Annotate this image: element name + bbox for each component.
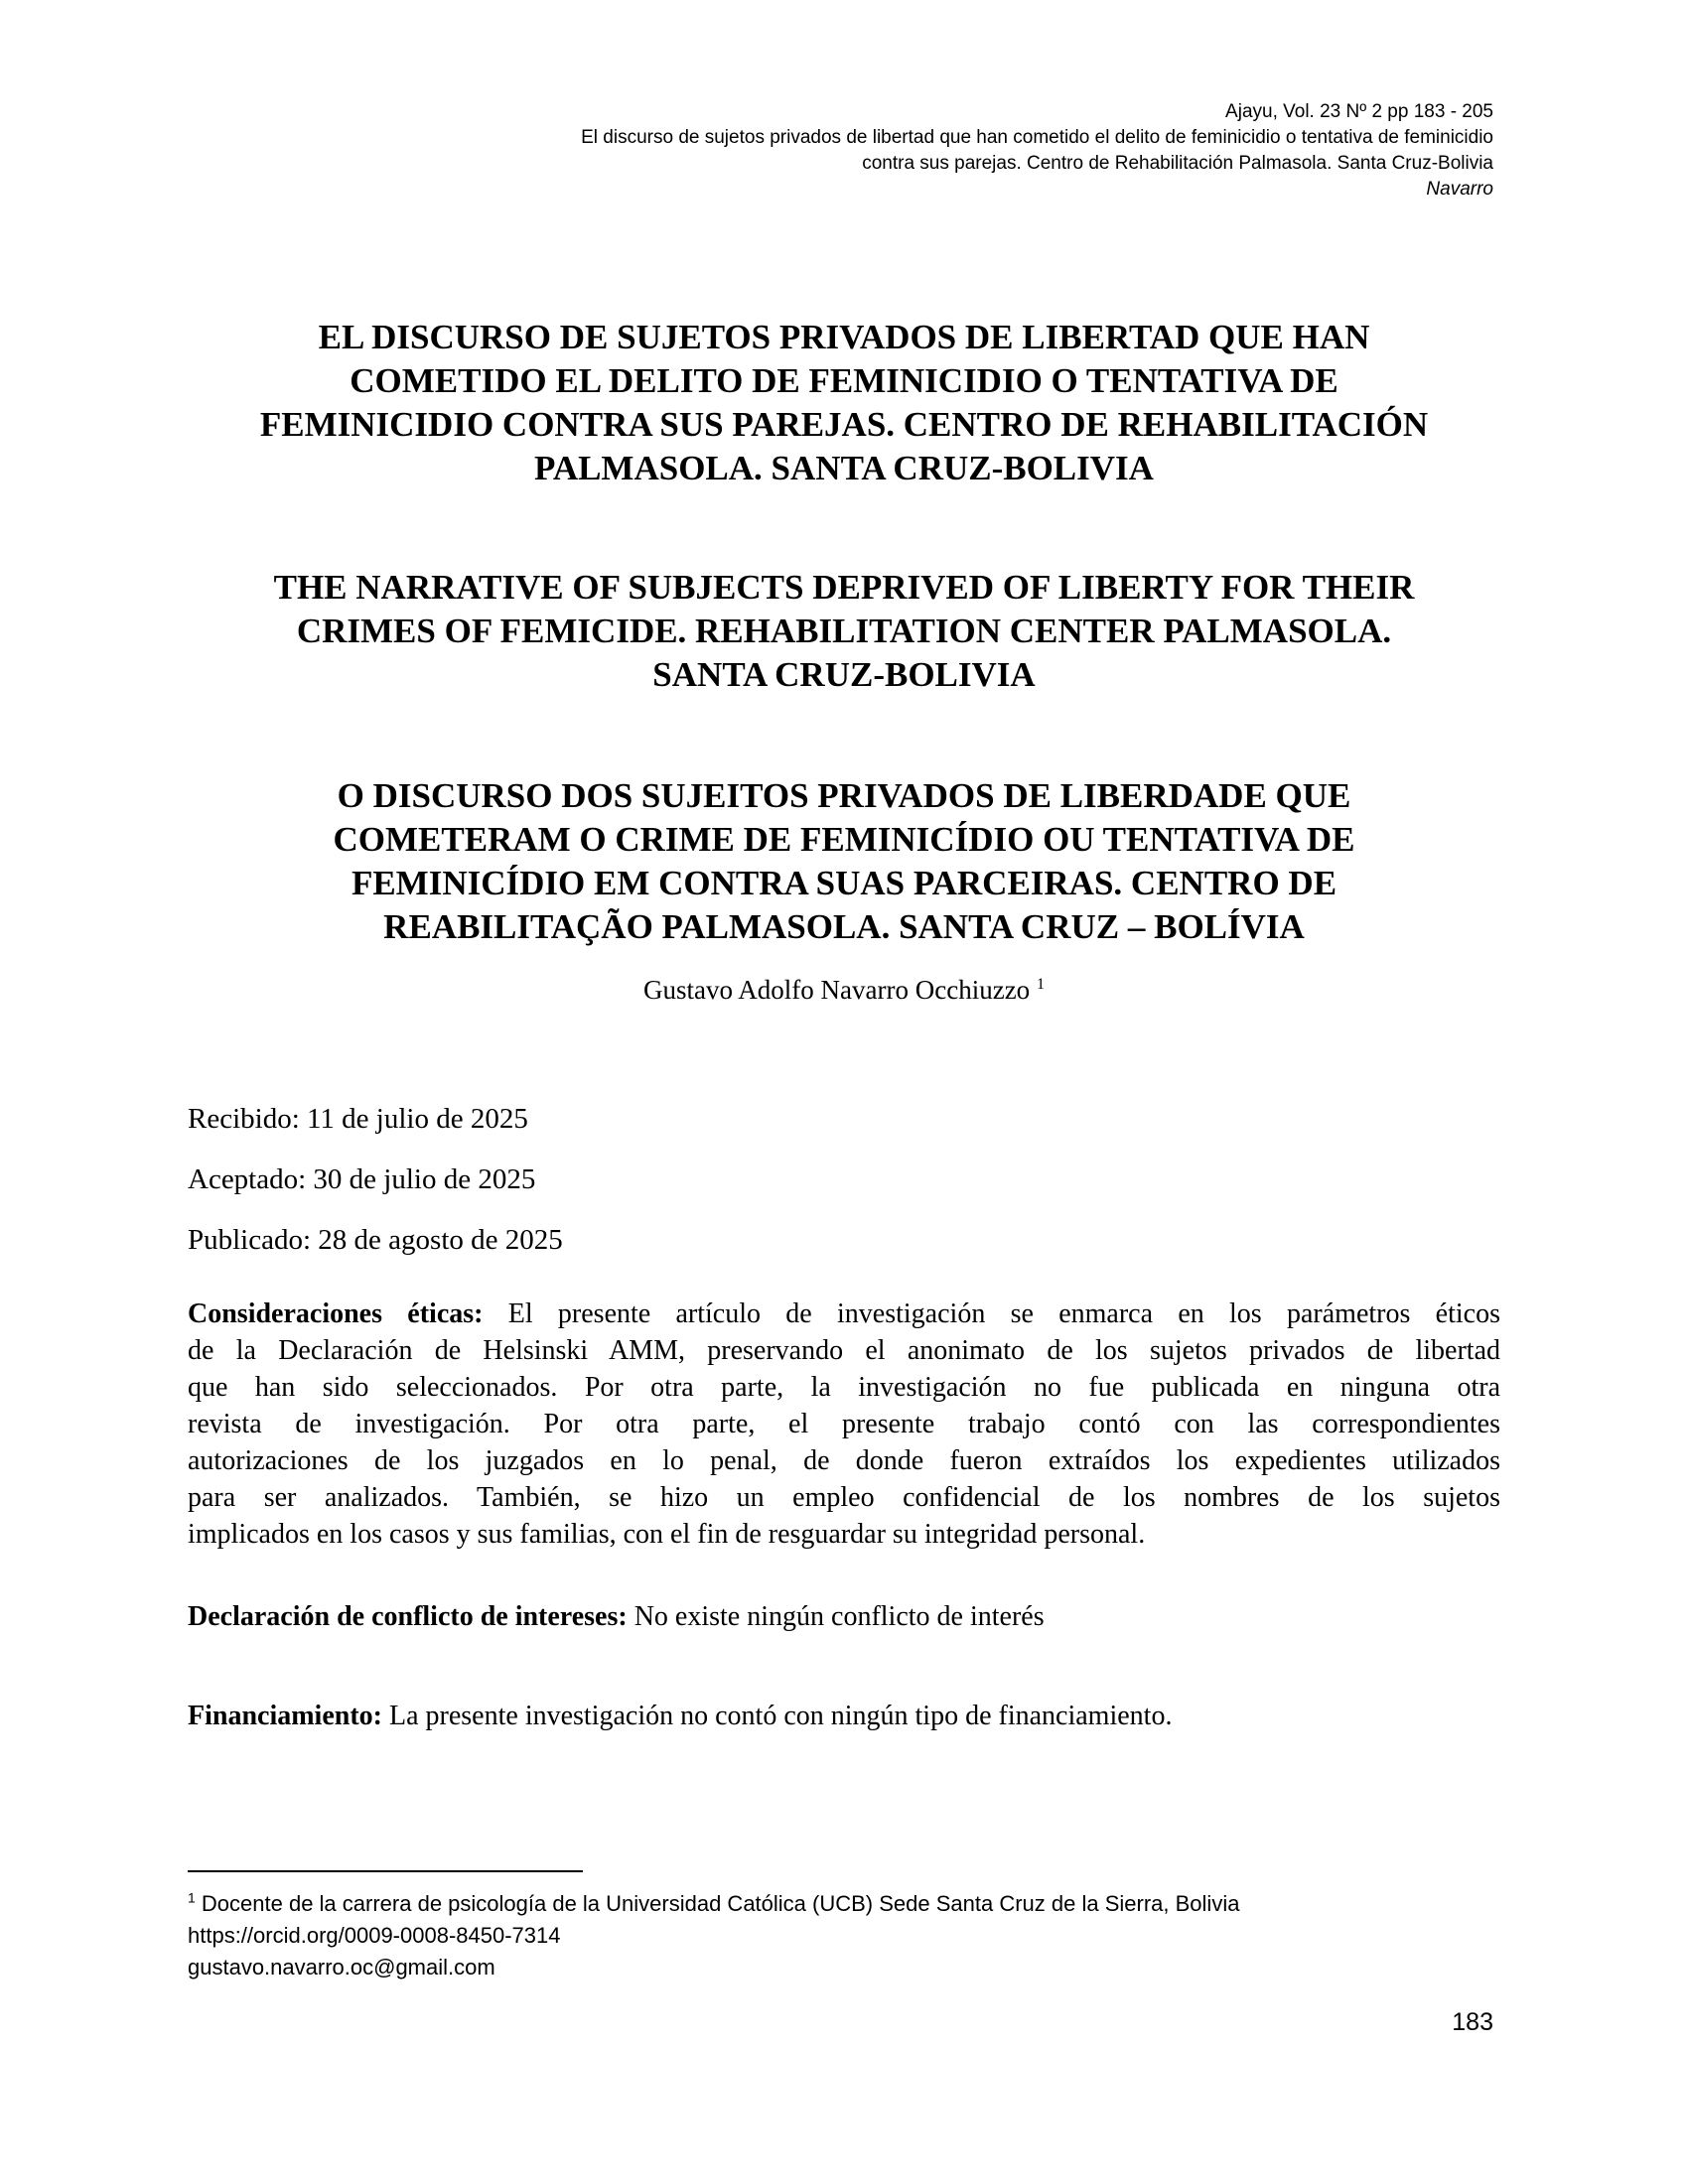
- received-date: Recibido: 11 de julio de 2025: [188, 1103, 528, 1135]
- published-date: Publicado: 28 de agosto de 2025: [188, 1224, 563, 1256]
- footnote-affiliation: Docente de la carrera de psicología de la Universidad Católica (UCB) Sede Santa Cruz de la Sierra, Bolivia: [195, 1891, 1240, 1916]
- ethics-paragraph: [188, 1296, 1500, 1553]
- title-line: FEMINICIDIO CONTRA SUS PAREJAS. CENTRO DE REHABILITACIÓN: [259, 405, 1429, 444]
- title-line: COMETERAM O CRIME DE FEMINICÍDIO OU TENTATIVA DE: [333, 820, 1355, 859]
- title-line: O DISCURSO DOS SUJEITOS PRIVADOS DE LIBERDADE QUE: [337, 776, 1351, 815]
- funding-text: La presente investigación no contó con ningún tipo de financiamiento.: [382, 1701, 1173, 1731]
- dates-block: [188, 1102, 563, 1284]
- conflict-text: No existe ningún conflicto de interés: [627, 1601, 1045, 1632]
- ethics-line: para ser analizados. También, se hizo un empleo confidencial de los nombres de los sujetos: [188, 1482, 1500, 1513]
- running-author: Navarro: [1426, 179, 1493, 200]
- author-line: [189, 973, 1499, 1007]
- conflict-of-interest: [188, 1600, 1045, 1634]
- running-header: [302, 99, 1493, 203]
- ethics-line: de la Declaración de Helsinski AMM, preservando el anonimato de los sujetos privados de libertad: [188, 1335, 1500, 1366]
- ethics-line: que han sido seleccionados. Por otra parte, la investigación no fue publicada en ninguna otra: [188, 1372, 1500, 1403]
- orcid-link[interactable]: https://orcid.org/0009-0008-8450-7314: [188, 1923, 561, 1948]
- title-line: SANTA CRUZ-BOLIVIA: [652, 655, 1036, 694]
- funding-label: Financiamiento:: [188, 1701, 382, 1731]
- ethics-line: implicados en los casos y sus familias, con el fin de resguardar su integridad personal.: [188, 1519, 1146, 1550]
- title-spanish: [189, 316, 1499, 490]
- author-footnote-mark[interactable]: 1: [1036, 976, 1045, 993]
- page-number: 183: [1452, 2008, 1493, 2036]
- title-portuguese: [189, 774, 1499, 949]
- ethics-line: revista de investigación. Por otra parte, el presente trabajo contó con las correspondientes: [188, 1409, 1500, 1439]
- title-line: FEMINICÍDIO EM CONTRA SUAS PARCEIRAS. CENTRO DE: [351, 864, 1337, 902]
- title-english: [189, 566, 1499, 697]
- footnote-mark: 1: [188, 1889, 196, 1906]
- title-line: PALMASOLA. SANTA CRUZ-BOLIVIA: [534, 449, 1154, 487]
- conflict-label: Declaración de conflicto de intereses:: [188, 1601, 628, 1632]
- author-name: Gustavo Adolfo Navarro Occhiuzzo: [643, 975, 1031, 1005]
- title-line: REABILITAÇÃO PALMASOLA. SANTA CRUZ – BOLÍVIA: [383, 907, 1305, 946]
- running-title-line: contra sus parejas. Centro de Rehabilitación Palmasola. Santa Cruz-Bolivia: [862, 153, 1493, 174]
- email-link[interactable]: gustavo.navarro.oc@gmail.com: [188, 1955, 495, 1979]
- title-line: CRIMES OF FEMICIDE. REHABILITATION CENTER PALMASOLA.: [296, 612, 1392, 650]
- ethics-text: El presente artículo de investigación se enmarca en los parámetros éticos: [483, 1298, 1500, 1329]
- running-title-line: El discurso de sujetos privados de libertad que han cometido el delito de feminicidio o tentativa de feminicidio: [581, 127, 1493, 148]
- ethics-label: Consideraciones éticas:: [188, 1298, 484, 1329]
- ethics-line: [188, 1296, 1500, 1332]
- journal-citation: Ajayu, Vol. 23 Nº 2 pp 183 - 205: [1225, 101, 1493, 122]
- title-line: EL DISCURSO DE SUJETOS PRIVADOS DE LIBERTAD QUE HAN: [318, 318, 1370, 356]
- footnote-affiliation-line: [188, 1888, 1239, 1920]
- accepted-date: Aceptado: 30 de julio de 2025: [188, 1163, 536, 1195]
- footnote-divider: [188, 1870, 583, 1872]
- funding-statement: [188, 1700, 1172, 1733]
- ethics-line: autorizaciones de los juzgados en lo penal, de donde fueron extraídos los expedientes utilizados: [188, 1445, 1500, 1476]
- footnote: [188, 1888, 1239, 1983]
- title-line: THE NARRATIVE OF SUBJECTS DEPRIVED OF LIBERTY FOR THEIR: [273, 568, 1415, 607]
- title-line: COMETIDO EL DELITO DE FEMINICIDIO O TENTATIVA DE: [350, 361, 1338, 400]
